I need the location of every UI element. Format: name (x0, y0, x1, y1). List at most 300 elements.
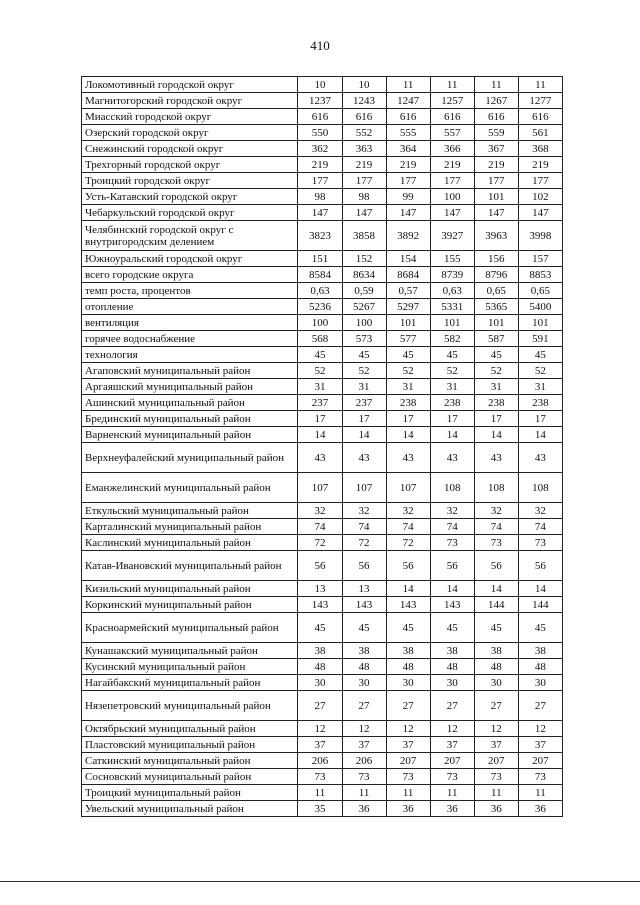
value-cell: 37 (430, 737, 474, 753)
value-cell: 56 (342, 551, 386, 581)
row-name-cell: Магнитогорский городской округ (82, 93, 298, 109)
table-row (82, 427, 563, 443)
table-row (82, 659, 563, 675)
value-cell: 36 (474, 801, 518, 817)
value-cell: 108 (474, 473, 518, 503)
row-name-cell: Увельский муниципальный район (82, 801, 298, 817)
value-cell: 30 (342, 675, 386, 691)
value-cell: 237 (298, 395, 342, 411)
value-cell: 31 (430, 379, 474, 395)
value-cell: 0,63 (298, 283, 342, 299)
value-cell: 48 (298, 659, 342, 675)
value-cell: 52 (518, 363, 562, 379)
value-cell: 14 (474, 427, 518, 443)
value-cell: 14 (518, 427, 562, 443)
row-name-cell: Чебаркульский городской округ (82, 205, 298, 221)
value-cell: 74 (386, 519, 430, 535)
value-cell: 0,57 (386, 283, 430, 299)
value-cell: 11 (518, 77, 562, 93)
value-cell: 27 (474, 691, 518, 721)
value-cell: 48 (386, 659, 430, 675)
value-cell: 3858 (342, 221, 386, 251)
value-cell: 73 (430, 535, 474, 551)
value-cell: 37 (474, 737, 518, 753)
value-cell: 108 (518, 473, 562, 503)
row-name-cell: Варненский муниципальный район (82, 427, 298, 443)
value-cell: 143 (298, 597, 342, 613)
table-row (82, 519, 563, 535)
footer-divider (0, 881, 640, 882)
table-row (82, 251, 563, 267)
value-cell: 156 (474, 251, 518, 267)
value-cell: 367 (474, 141, 518, 157)
value-cell: 0,65 (518, 283, 562, 299)
value-cell: 99 (386, 189, 430, 205)
value-cell: 147 (474, 205, 518, 221)
table-row (82, 551, 563, 581)
value-cell: 238 (430, 395, 474, 411)
value-cell: 45 (474, 613, 518, 643)
value-cell: 10 (342, 77, 386, 93)
value-cell: 3823 (298, 221, 342, 251)
value-cell: 56 (386, 551, 430, 581)
row-name-cell: Усть-Катавский городской округ (82, 189, 298, 205)
value-cell: 147 (386, 205, 430, 221)
value-cell: 52 (342, 363, 386, 379)
value-cell: 43 (386, 443, 430, 473)
value-cell: 45 (518, 613, 562, 643)
value-cell: 143 (430, 597, 474, 613)
table-row (82, 675, 563, 691)
value-cell: 14 (386, 581, 430, 597)
value-cell: 45 (342, 347, 386, 363)
table-row (82, 221, 563, 251)
value-cell: 100 (298, 315, 342, 331)
value-cell: 1243 (342, 93, 386, 109)
row-name-cell: Нагайбакский муниципальный район (82, 675, 298, 691)
value-cell: 101 (474, 315, 518, 331)
value-cell: 3927 (430, 221, 474, 251)
value-cell: 364 (386, 141, 430, 157)
value-cell: 107 (386, 473, 430, 503)
value-cell: 43 (518, 443, 562, 473)
value-cell: 107 (342, 473, 386, 503)
table-row (82, 157, 563, 173)
value-cell: 73 (430, 769, 474, 785)
value-cell: 1247 (386, 93, 430, 109)
value-cell: 45 (298, 347, 342, 363)
value-cell: 36 (342, 801, 386, 817)
value-cell: 27 (342, 691, 386, 721)
value-cell: 5297 (386, 299, 430, 315)
value-cell: 363 (342, 141, 386, 157)
value-cell: 14 (430, 427, 474, 443)
value-cell: 238 (474, 395, 518, 411)
value-cell: 98 (298, 189, 342, 205)
value-cell: 52 (298, 363, 342, 379)
value-cell: 37 (342, 737, 386, 753)
value-cell: 101 (518, 315, 562, 331)
row-name-cell: Саткинский муниципальный район (82, 753, 298, 769)
value-cell: 31 (474, 379, 518, 395)
value-cell: 219 (342, 157, 386, 173)
table-row (82, 205, 563, 221)
value-cell: 56 (298, 551, 342, 581)
value-cell: 37 (298, 737, 342, 753)
value-cell: 5267 (342, 299, 386, 315)
value-cell: 17 (430, 411, 474, 427)
value-cell: 27 (386, 691, 430, 721)
row-name-cell: Пластовский муниципальный район (82, 737, 298, 753)
table-row (82, 721, 563, 737)
value-cell: 52 (430, 363, 474, 379)
value-cell: 11 (430, 77, 474, 93)
value-cell: 155 (430, 251, 474, 267)
row-name-cell: Троицкий городской округ (82, 173, 298, 189)
value-cell: 45 (474, 347, 518, 363)
value-cell: 616 (430, 109, 474, 125)
value-cell: 17 (342, 411, 386, 427)
table-row (82, 503, 563, 519)
value-cell: 38 (342, 643, 386, 659)
row-name-cell: Брединский муниципальный район (82, 411, 298, 427)
row-name-cell: всего городские округа (82, 267, 298, 283)
value-cell: 73 (518, 535, 562, 551)
row-name-cell: технология (82, 347, 298, 363)
value-cell: 36 (386, 801, 430, 817)
value-cell: 559 (474, 125, 518, 141)
value-cell: 8634 (342, 267, 386, 283)
row-name-cell: темп роста, процентов (82, 283, 298, 299)
value-cell: 30 (430, 675, 474, 691)
value-cell: 152 (342, 251, 386, 267)
value-cell: 56 (474, 551, 518, 581)
value-cell: 35 (298, 801, 342, 817)
value-cell: 219 (386, 157, 430, 173)
value-cell: 30 (386, 675, 430, 691)
value-cell: 11 (298, 785, 342, 801)
data-table (81, 76, 563, 817)
value-cell: 36 (518, 801, 562, 817)
value-cell: 32 (430, 503, 474, 519)
row-name-cell: Кусинский муниципальный район (82, 659, 298, 675)
row-name-cell: Октябрьский муниципальный район (82, 721, 298, 737)
value-cell: 582 (430, 331, 474, 347)
table-row (82, 737, 563, 753)
value-cell: 219 (430, 157, 474, 173)
value-cell: 177 (386, 173, 430, 189)
value-cell: 73 (474, 769, 518, 785)
table-row (82, 473, 563, 503)
value-cell: 73 (342, 769, 386, 785)
value-cell: 72 (298, 535, 342, 551)
value-cell: 8853 (518, 267, 562, 283)
value-cell: 48 (518, 659, 562, 675)
value-cell: 38 (386, 643, 430, 659)
value-cell: 101 (386, 315, 430, 331)
value-cell: 207 (518, 753, 562, 769)
table-row (82, 299, 563, 315)
row-name-cell: Коркинский муниципальный район (82, 597, 298, 613)
value-cell: 11 (342, 785, 386, 801)
table-row (82, 785, 563, 801)
value-cell: 177 (430, 173, 474, 189)
value-cell: 177 (474, 173, 518, 189)
value-cell: 568 (298, 331, 342, 347)
value-cell: 27 (298, 691, 342, 721)
value-cell: 8684 (386, 267, 430, 283)
value-cell: 11 (430, 785, 474, 801)
value-cell: 31 (342, 379, 386, 395)
value-cell: 10 (298, 77, 342, 93)
value-cell: 45 (386, 347, 430, 363)
row-name-cell: горячее водоснабжение (82, 331, 298, 347)
row-name-cell: вентиляция (82, 315, 298, 331)
value-cell: 12 (474, 721, 518, 737)
value-cell: 143 (386, 597, 430, 613)
value-cell: 74 (342, 519, 386, 535)
table-row (82, 363, 563, 379)
value-cell: 30 (298, 675, 342, 691)
value-cell: 0,59 (342, 283, 386, 299)
table-row (82, 581, 563, 597)
table-row (82, 691, 563, 721)
value-cell: 102 (518, 189, 562, 205)
row-name-cell: Карталинский муниципальный район (82, 519, 298, 535)
value-cell: 108 (430, 473, 474, 503)
value-cell: 12 (298, 721, 342, 737)
value-cell: 32 (474, 503, 518, 519)
value-cell: 36 (430, 801, 474, 817)
value-cell: 30 (518, 675, 562, 691)
table-row (82, 347, 563, 363)
value-cell: 56 (518, 551, 562, 581)
value-cell: 616 (386, 109, 430, 125)
value-cell: 12 (518, 721, 562, 737)
value-cell: 587 (474, 331, 518, 347)
value-cell: 0,63 (430, 283, 474, 299)
value-cell: 52 (386, 363, 430, 379)
value-cell: 147 (298, 205, 342, 221)
table-row (82, 535, 563, 551)
value-cell: 14 (518, 581, 562, 597)
value-cell: 11 (474, 785, 518, 801)
value-cell: 17 (298, 411, 342, 427)
value-cell: 1237 (298, 93, 342, 109)
row-name-cell: Локомотивный городской округ (82, 77, 298, 93)
value-cell: 555 (386, 125, 430, 141)
value-cell: 8796 (474, 267, 518, 283)
value-cell: 38 (518, 643, 562, 659)
value-cell: 74 (474, 519, 518, 535)
value-cell: 27 (518, 691, 562, 721)
value-cell: 206 (342, 753, 386, 769)
value-cell: 238 (518, 395, 562, 411)
value-cell: 107 (298, 473, 342, 503)
value-cell: 238 (386, 395, 430, 411)
row-name-cell: Нязепетровский муниципальный район (82, 691, 298, 721)
value-cell: 31 (386, 379, 430, 395)
row-name-cell: отопление (82, 299, 298, 315)
value-cell: 5236 (298, 299, 342, 315)
value-cell: 17 (474, 411, 518, 427)
value-cell: 45 (298, 613, 342, 643)
value-cell: 177 (298, 173, 342, 189)
table-row (82, 141, 563, 157)
table-row (82, 801, 563, 817)
value-cell: 52 (474, 363, 518, 379)
row-name-cell: Сосновский муниципальный район (82, 769, 298, 785)
row-name-cell: Красноармейский муниципальный район (82, 613, 298, 643)
value-cell: 14 (342, 427, 386, 443)
value-cell: 17 (386, 411, 430, 427)
value-cell: 144 (518, 597, 562, 613)
row-name-cell: Южноуральский городской округ (82, 251, 298, 267)
value-cell: 74 (430, 519, 474, 535)
value-cell: 207 (474, 753, 518, 769)
row-name-cell: Челябинский городской округ с внутригородским делением (82, 221, 298, 251)
value-cell: 12 (430, 721, 474, 737)
value-cell: 14 (386, 427, 430, 443)
row-name-cell: Еткульский муниципальный район (82, 503, 298, 519)
value-cell: 38 (474, 643, 518, 659)
row-name-cell: Каслинский муниципальный район (82, 535, 298, 551)
table-row (82, 315, 563, 331)
value-cell: 557 (430, 125, 474, 141)
row-name-cell: Трехгорный городской округ (82, 157, 298, 173)
value-cell: 552 (342, 125, 386, 141)
value-cell: 1267 (474, 93, 518, 109)
table-row (82, 267, 563, 283)
value-cell: 37 (386, 737, 430, 753)
value-cell: 219 (518, 157, 562, 173)
value-cell: 154 (386, 251, 430, 267)
value-cell: 74 (298, 519, 342, 535)
value-cell: 12 (386, 721, 430, 737)
value-cell: 177 (342, 173, 386, 189)
value-cell: 0,65 (474, 283, 518, 299)
value-cell: 368 (518, 141, 562, 157)
value-cell: 14 (430, 581, 474, 597)
value-cell: 32 (342, 503, 386, 519)
table-row (82, 93, 563, 109)
row-name-cell: Озерский городской округ (82, 125, 298, 141)
value-cell: 366 (430, 141, 474, 157)
table-body (82, 77, 563, 817)
value-cell: 1257 (430, 93, 474, 109)
value-cell: 561 (518, 125, 562, 141)
value-cell: 219 (298, 157, 342, 173)
row-name-cell: Кунашакский муниципальный район (82, 643, 298, 659)
value-cell: 48 (474, 659, 518, 675)
value-cell: 73 (474, 535, 518, 551)
value-cell: 11 (474, 77, 518, 93)
value-cell: 45 (386, 613, 430, 643)
table-row (82, 283, 563, 299)
value-cell: 177 (518, 173, 562, 189)
value-cell: 616 (474, 109, 518, 125)
value-cell: 45 (430, 613, 474, 643)
value-cell: 31 (298, 379, 342, 395)
value-cell: 616 (518, 109, 562, 125)
value-cell: 11 (386, 785, 430, 801)
value-cell: 207 (430, 753, 474, 769)
value-cell: 43 (474, 443, 518, 473)
value-cell: 157 (518, 251, 562, 267)
value-cell: 151 (298, 251, 342, 267)
value-cell: 48 (342, 659, 386, 675)
value-cell: 237 (342, 395, 386, 411)
value-cell: 56 (430, 551, 474, 581)
value-cell: 616 (298, 109, 342, 125)
value-cell: 98 (342, 189, 386, 205)
value-cell: 5400 (518, 299, 562, 315)
value-cell: 11 (386, 77, 430, 93)
table-row (82, 411, 563, 427)
table-row (82, 173, 563, 189)
value-cell: 13 (298, 581, 342, 597)
table-row (82, 769, 563, 785)
value-cell: 48 (430, 659, 474, 675)
value-cell: 207 (386, 753, 430, 769)
row-name-cell: Снежинский городской округ (82, 141, 298, 157)
page-number: 410 (310, 38, 330, 53)
table-row (82, 597, 563, 613)
value-cell: 577 (386, 331, 430, 347)
value-cell: 45 (342, 613, 386, 643)
value-cell: 17 (518, 411, 562, 427)
value-cell: 73 (518, 769, 562, 785)
value-cell: 27 (430, 691, 474, 721)
value-cell: 45 (518, 347, 562, 363)
table-row (82, 443, 563, 473)
value-cell: 31 (518, 379, 562, 395)
value-cell: 616 (342, 109, 386, 125)
row-name-cell: Троицкий муниципальный район (82, 785, 298, 801)
value-cell: 14 (298, 427, 342, 443)
value-cell: 32 (386, 503, 430, 519)
value-cell: 72 (342, 535, 386, 551)
table-row (82, 109, 563, 125)
value-cell: 143 (342, 597, 386, 613)
value-cell: 206 (298, 753, 342, 769)
row-name-cell: Верхнеуфалейский муниципальный район (82, 443, 298, 473)
value-cell: 73 (386, 769, 430, 785)
value-cell: 12 (342, 721, 386, 737)
value-cell: 72 (386, 535, 430, 551)
value-cell: 43 (298, 443, 342, 473)
value-cell: 573 (342, 331, 386, 347)
value-cell: 550 (298, 125, 342, 141)
table-row (82, 613, 563, 643)
value-cell: 147 (518, 205, 562, 221)
row-name-cell: Аргаяшский муниципальный район (82, 379, 298, 395)
value-cell: 32 (518, 503, 562, 519)
value-cell: 3998 (518, 221, 562, 251)
value-cell: 8584 (298, 267, 342, 283)
value-cell: 1277 (518, 93, 562, 109)
value-cell: 147 (342, 205, 386, 221)
value-cell: 591 (518, 331, 562, 347)
value-cell: 101 (430, 315, 474, 331)
row-name-cell: Кизильский муниципальный район (82, 581, 298, 597)
value-cell: 45 (430, 347, 474, 363)
value-cell: 5365 (474, 299, 518, 315)
value-cell: 219 (474, 157, 518, 173)
table-row (82, 125, 563, 141)
table-row (82, 753, 563, 769)
value-cell: 8739 (430, 267, 474, 283)
